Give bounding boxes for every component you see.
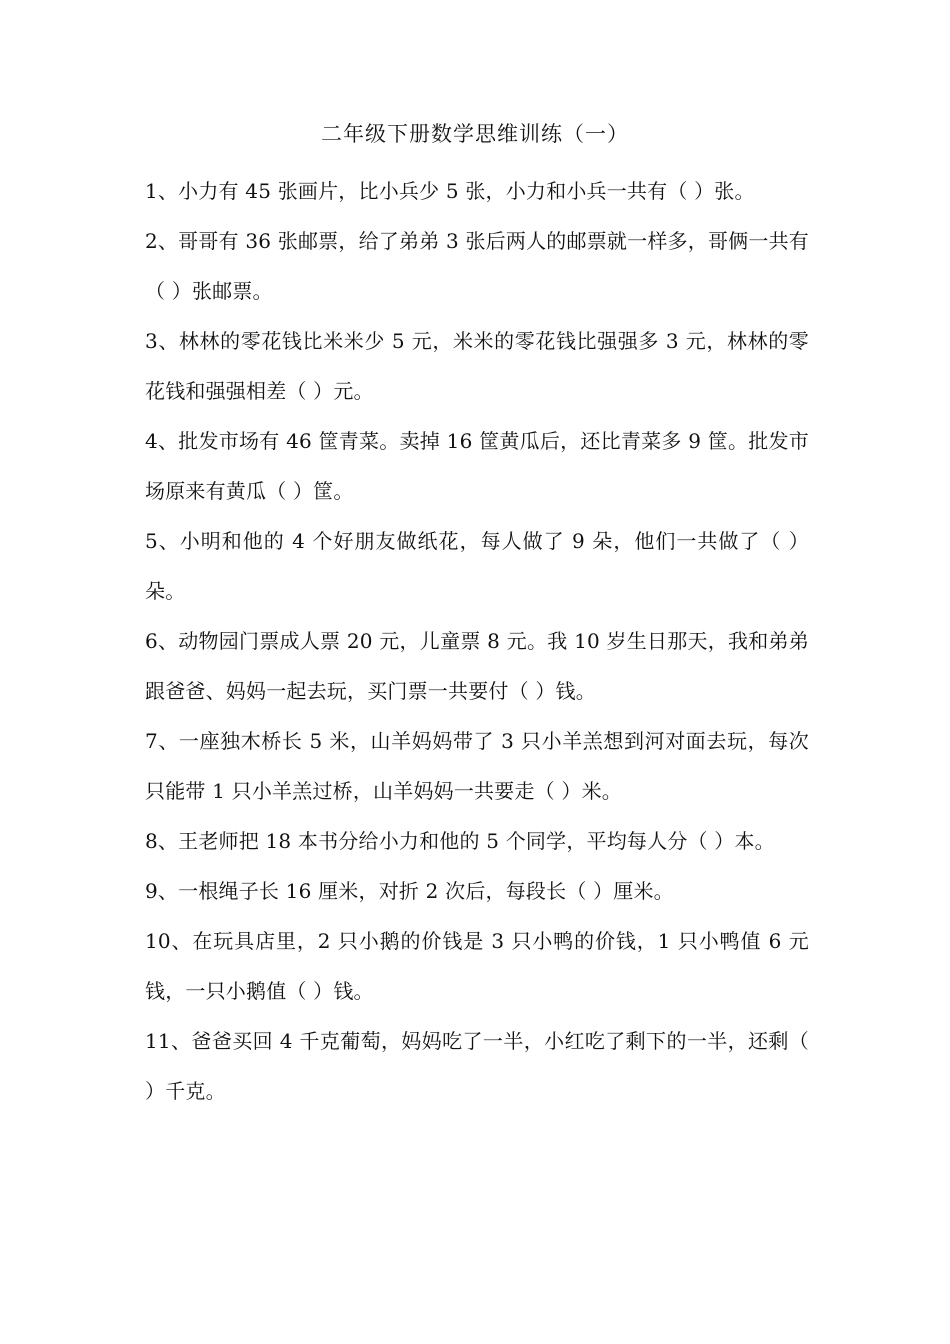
question-7: 7、一座独木桥长 5 米，山羊妈妈带了 3 只小羊羔想到河对面去玩，每次只能带 1 只小羊羔过桥，山羊妈妈一共要走（ ）米。 [145,729,809,803]
question-3: 3、林林的零花钱比米米少 5 元，米米的零花钱比强强多 3 元，林林的零花钱和强强相差（ ）元。 [145,329,809,403]
question-10: 10、在玩具店里，2 只小鹅的价钱是 3 只小鸭的价钱，1 只小鸭值 6 元钱，一只小鹅值（ ）钱。 [145,929,809,1003]
question-6: 6、动物园门票成人票 20 元，儿童票 8 元。我 10 岁生日那天，我和弟弟跟爸爸、妈妈一起去玩，买门票一共要付（ ）钱。 [145,629,809,703]
question-1: 1、小力有 45 张画片，比小兵少 5 张，小力和小兵一共有（ ）张。 [145,179,755,203]
question-11: 11、爸爸买回 4 千克葡萄，妈妈吃了一半，小红吃了剩下的一半，还剩（ ）千克。 [145,1029,809,1103]
question-8: 8、王老师把 18 本书分给小力和他的 5 个同学，平均每人分（ ）本。 [145,829,775,853]
question-9: 9、一根绳子长 16 厘米，对折 2 次后，每段长（ ）厘米。 [145,879,674,903]
question-4: 4、批发市场有 46 筐青菜。卖掉 16 筐黄瓜后，还比青菜多 9 筐。批发市场原来有黄瓜（ ）筐。 [145,429,809,503]
question-2: 2、哥哥有 36 张邮票，给了弟弟 3 张后两人的邮票就一样多，哥俩一共有（ ）张邮票。 [145,229,809,303]
question-5: 5、小明和他的 4 个好朋友做纸花，每人做了 9 朵，他们一共做了（ ）朵。 [145,529,809,603]
document-title: 二年级下册数学思维训练（一） [321,122,629,146]
question-list [145,166,809,1116]
